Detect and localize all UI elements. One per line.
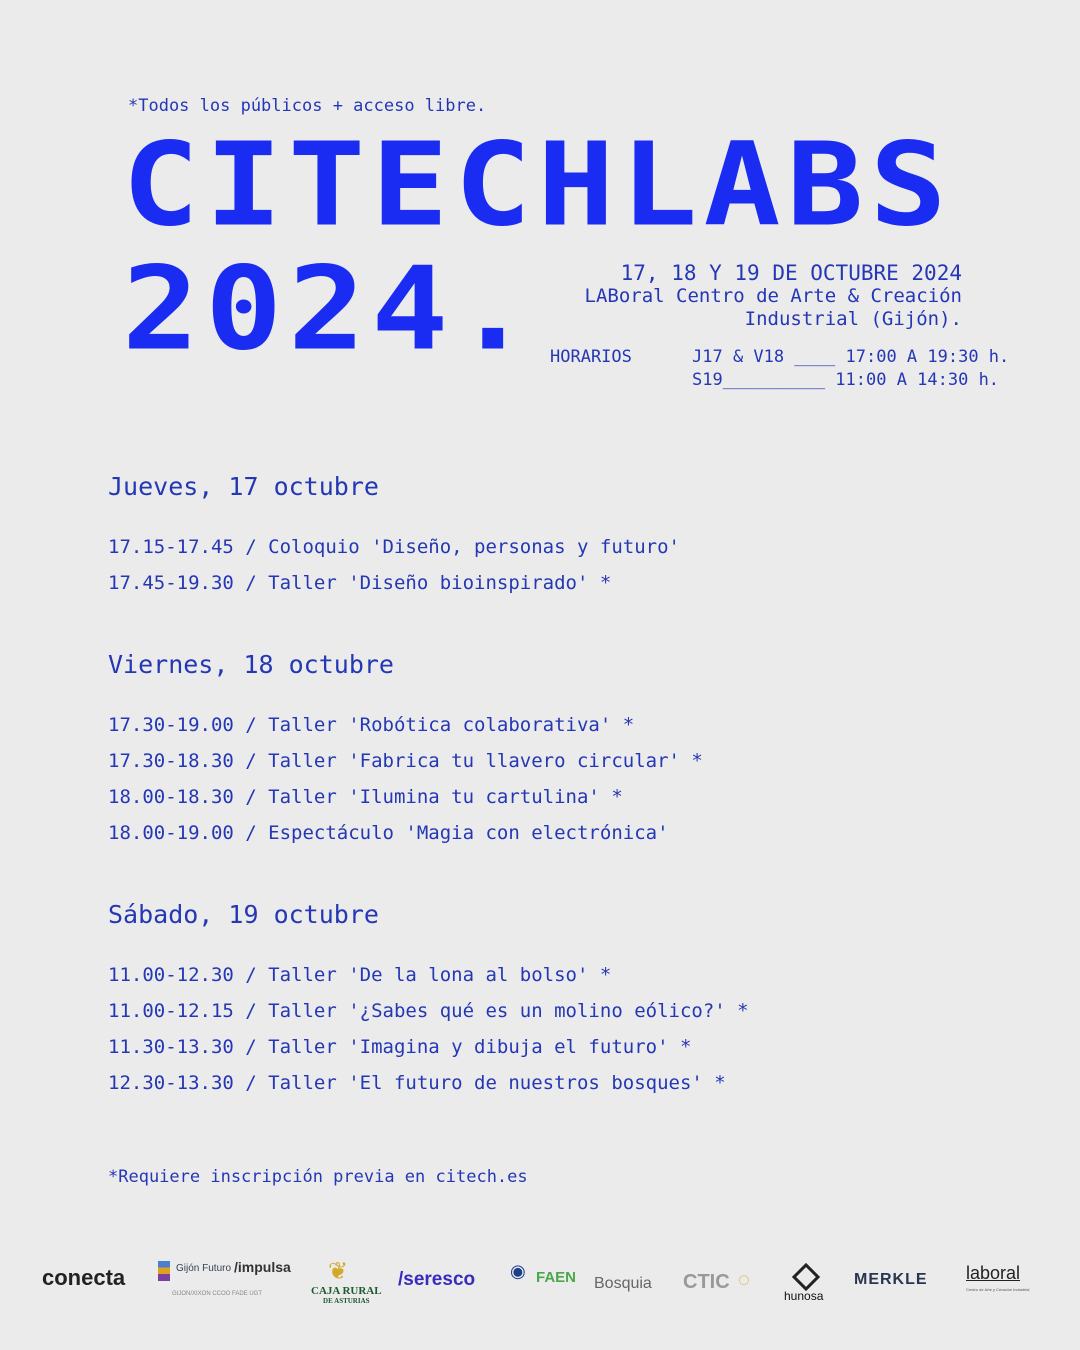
schedule-row: J17 & V18 ____ 17:00 A 19:30 h. bbox=[692, 347, 1010, 367]
caja-line1: CAJA RURAL bbox=[311, 1285, 382, 1297]
logo-merkle: MERKLE bbox=[854, 1271, 928, 1288]
schedule-label: HORARIOS bbox=[550, 347, 632, 367]
event-item: 17.45-19.30 / Taller 'Diseño bioinspirado' * bbox=[108, 572, 612, 594]
logo-bosquia: Bosquia bbox=[594, 1275, 652, 1292]
event-item: 11.30-13.30 / Taller 'Imagina y dibuja el futuro' * bbox=[108, 1036, 692, 1058]
event-item: 17.30-18.30 / Taller 'Fabrica tu llavero circular' * bbox=[108, 750, 703, 772]
day-thursday bbox=[108, 472, 680, 601]
day-title: Sábado, 19 octubre bbox=[108, 900, 379, 929]
day-title: Jueves, 17 octubre bbox=[108, 472, 379, 501]
day-title: Viernes, 18 octubre bbox=[108, 650, 394, 679]
logo-gijon-futuro: Gijón Futuro bbox=[176, 1263, 232, 1274]
hunosa-diamond-icon bbox=[792, 1263, 820, 1291]
event-info bbox=[585, 262, 963, 331]
logo-laboral-sub: Centro de Arte y Creación Industrial bbox=[966, 1287, 1030, 1292]
logo-impulsa: /impulsa bbox=[234, 1259, 291, 1275]
logo-hunosa: hunosa bbox=[784, 1289, 824, 1303]
event-item: 11.00-12.30 / Taller 'De la lona al bolso' * bbox=[108, 964, 612, 986]
event-item: 17.30-19.00 / Taller 'Robótica colaborativa' * bbox=[108, 714, 635, 736]
event-item: 11.00-12.15 / Taller '¿Sabes qué es un molino eólico?' * bbox=[108, 1000, 749, 1022]
logo-laboral: laboral bbox=[966, 1263, 1021, 1283]
logo-gijon-sub: GIJON/XIXON CCOO FADE UGT bbox=[172, 1291, 263, 1297]
logo-ctic: CTIC bbox=[683, 1271, 730, 1293]
day-friday bbox=[108, 650, 703, 851]
event-item: 12.30-13.30 / Taller 'El futuro de nuestros bosques' * bbox=[108, 1072, 726, 1094]
eye-icon: ◉ bbox=[510, 1261, 526, 1281]
title-year: 2024. bbox=[122, 242, 538, 377]
title-citechlabs: CITECHLABS bbox=[122, 118, 953, 253]
registration-note: *Requiere inscripción previa en citech.es bbox=[108, 1167, 528, 1187]
venue-line1: LABoral Centro de Arte & Creación bbox=[584, 285, 962, 307]
logo-seresco: /seresco bbox=[398, 1269, 476, 1290]
schedule-row: S19__________ 11:00 A 14:30 h. bbox=[692, 370, 1000, 390]
logo-faen: FAEN bbox=[536, 1269, 577, 1286]
event-item: 18.00-19.00 / Espectáculo 'Magia con electrónica' bbox=[108, 822, 669, 844]
access-note: *Todos los públicos + acceso libre. bbox=[128, 96, 487, 116]
day-saturday bbox=[108, 900, 749, 1101]
sponsor-logos bbox=[0, 1255, 1080, 1315]
event-item: 18.00-18.30 / Taller 'Ilumina tu cartulina' * bbox=[108, 786, 623, 808]
event-dates: 17, 18 Y 19 DE OCTUBRE 2024 bbox=[620, 261, 962, 285]
schedule bbox=[550, 346, 1009, 392]
logo-conecta: conecta bbox=[42, 1265, 126, 1290]
gijon-futuro-icon bbox=[158, 1261, 170, 1281]
venue-line2: Industrial (Gijón). bbox=[744, 308, 962, 330]
logo-caja-rural bbox=[311, 1285, 382, 1305]
ctic-swirl-icon: ◌ bbox=[738, 1269, 750, 1291]
event-item: 17.15-17.45 / Coloquio 'Diseño, personas y futuro' bbox=[108, 536, 680, 558]
wheat-icon: ❦ bbox=[328, 1258, 349, 1285]
caja-line2: DE ASTURIAS bbox=[323, 1297, 370, 1305]
